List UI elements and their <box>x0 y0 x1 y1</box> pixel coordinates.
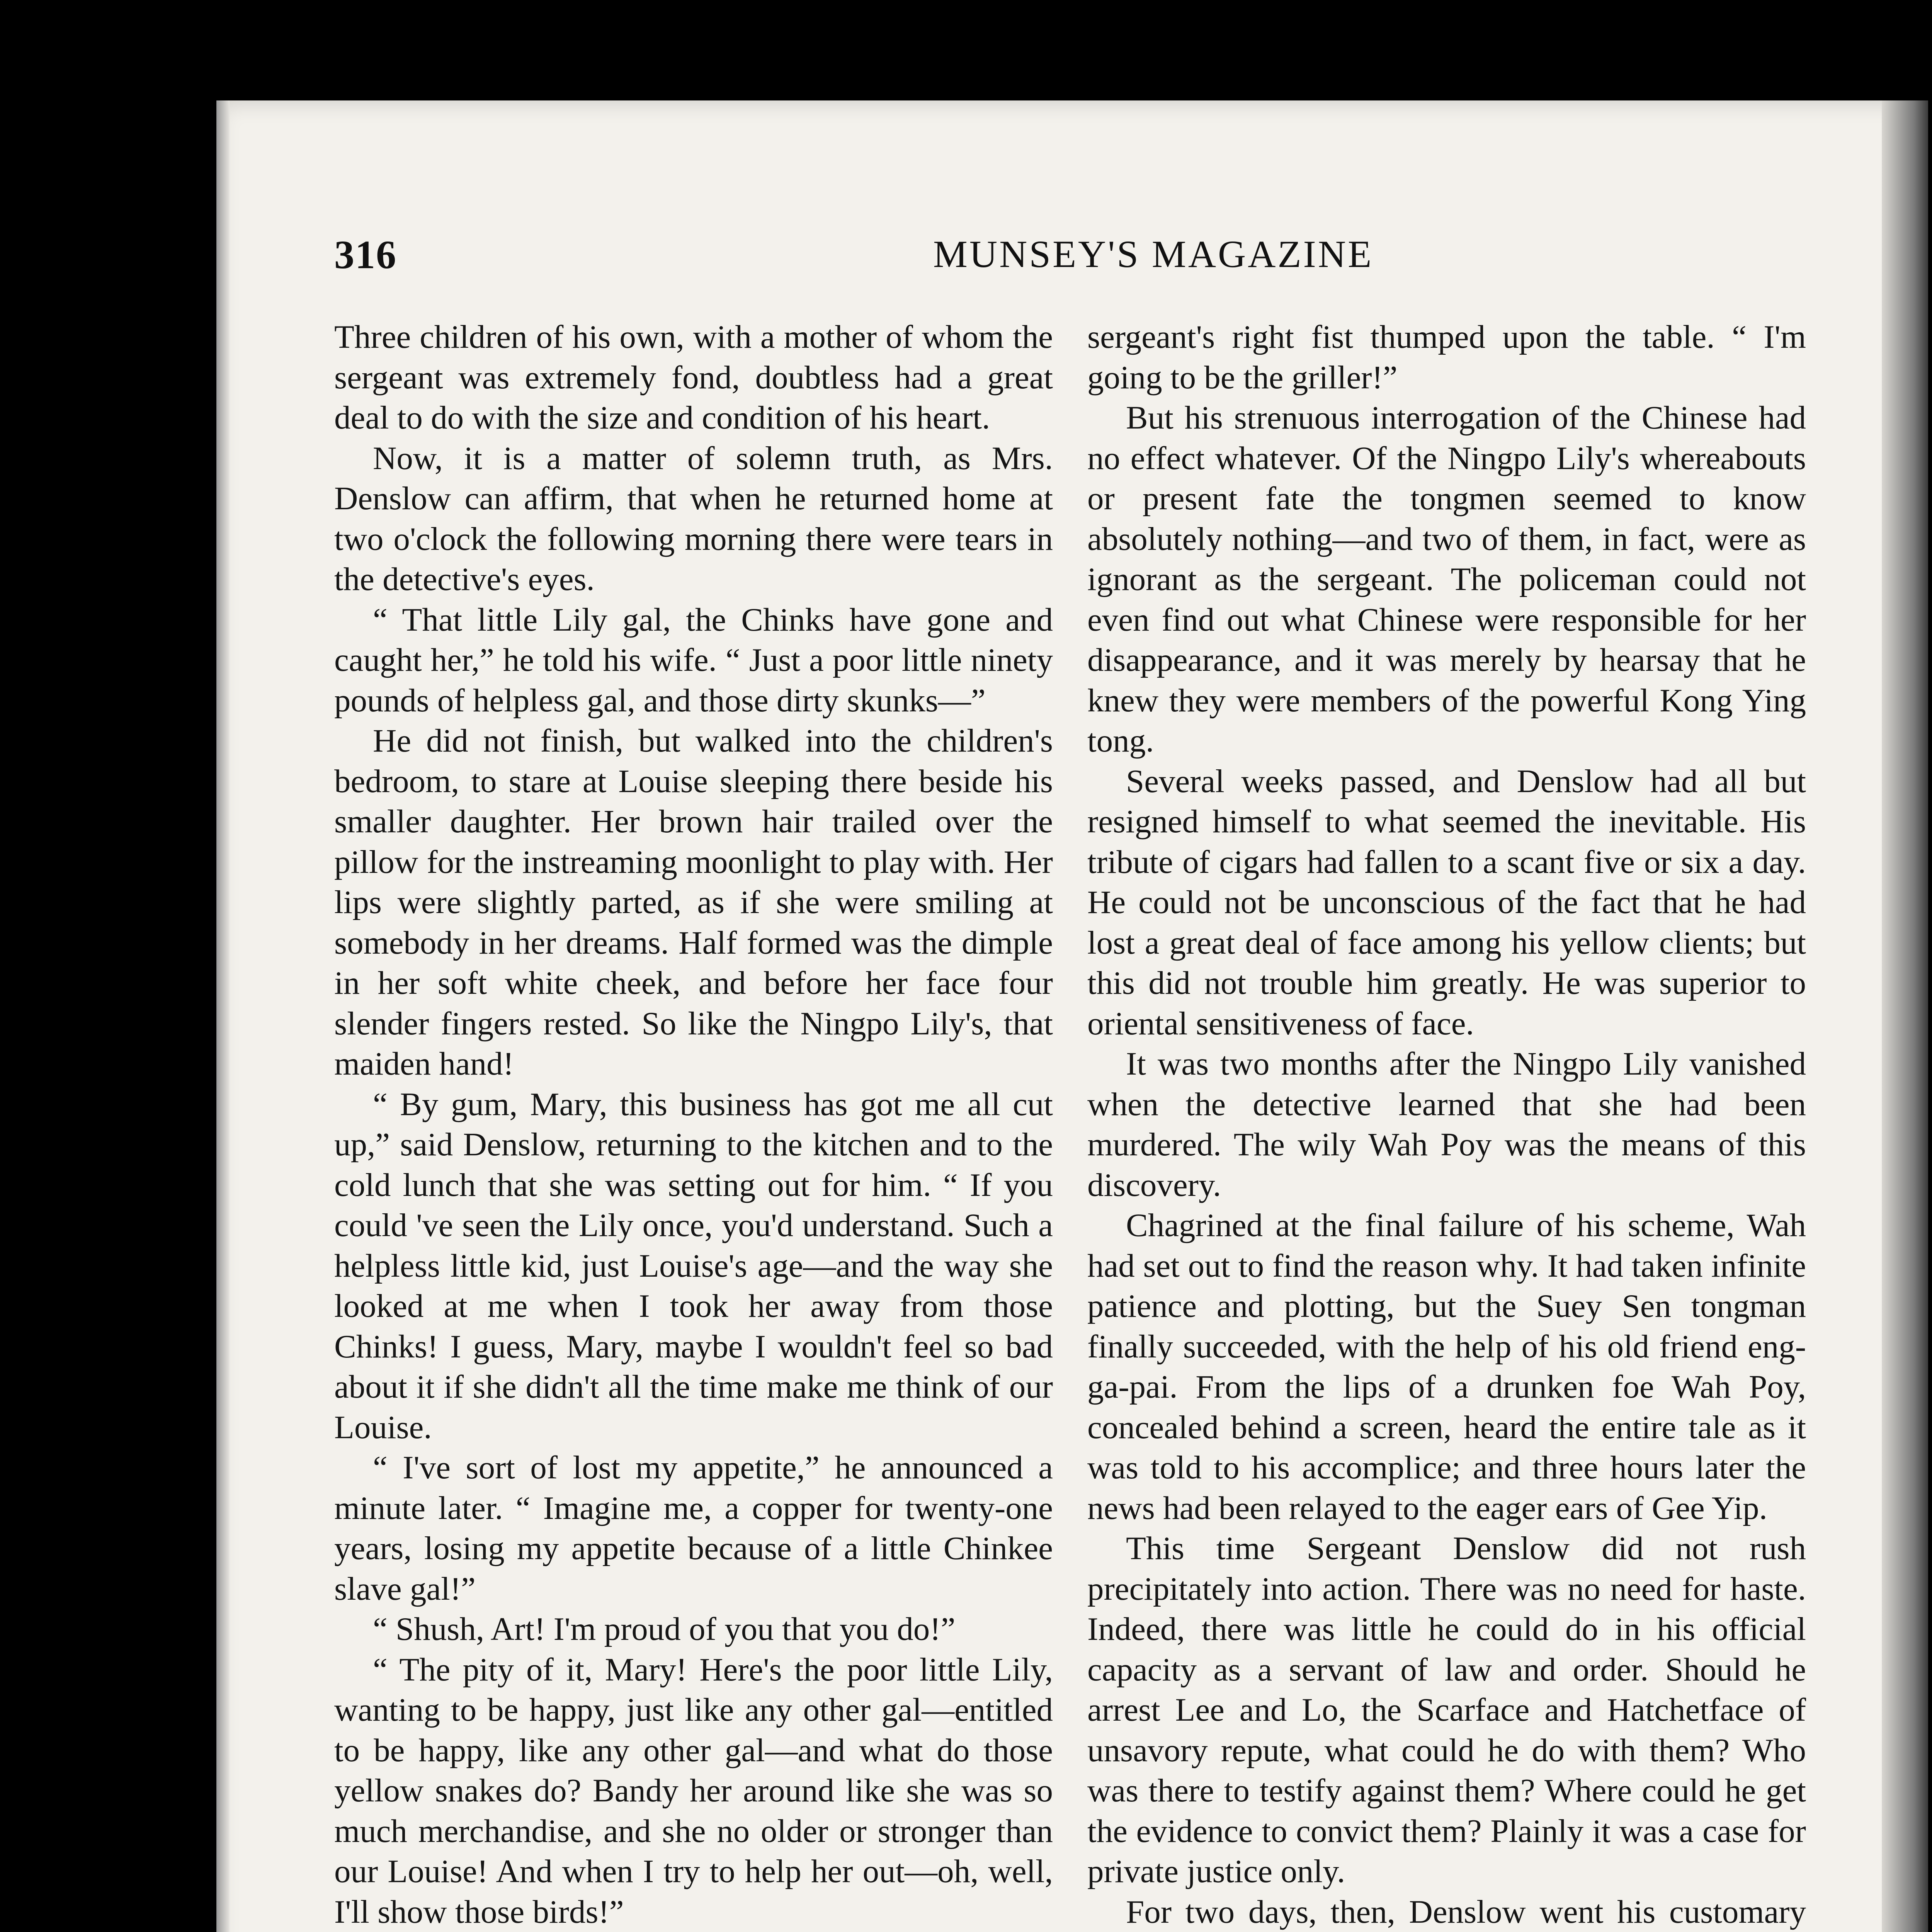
paragraph: He did not finish, but walked into the children's bedroom, to stare at Louise sleeping there beside his smaller daughter. Her brown hair trailed over the pillow for the instreaming moonlight to play with. Her lips were slightly parted, as if she were smiling at somebody in her dreams. Half formed was the dimple in her soft white cheek, and before her face four slender fingers rested. So like the Ningpo Lily's, that maiden hand! <box>334 723 1053 1082</box>
paragraph: “ I've sort of lost my appetite,” he announced a minute later. “ Imagine me, a copper for twenty-one years, losing my appetite because of a little Chinkee slave gal!” <box>334 1449 1053 1607</box>
paragraph: “ That little Lily gal, the Chinks have gone and caught her,” he told his wife. “ Just a poor little ninety pounds of helpless gal, and those dirty skunks—” <box>334 601 1053 719</box>
paragraph: Several weeks passed, and Denslow had all but resigned himself to what seemed the inevitable. His tribute of cigars had fallen to a scant five or six a day. He could not be unconscious of the fact that he had lost a great deal of face among his yellow clients; but this did not trouble him greatly. He was superior to oriental sensitiveness of face. <box>1087 763 1806 1042</box>
book-spine-edge <box>1882 100 1928 1932</box>
page-number: 316 <box>334 233 397 277</box>
left-text-column <box>334 317 1053 1932</box>
paragraph: Chagrined at the final failure of his scheme, Wah had set out to find the reason why. It had taken infinite patience and plotting, but the Suey Sen tongman finally succeeded, with the help of his old friend eng-ga-pai. From the lips of a drunken foe Wah Poy, concealed behind a screen, heard the entire tale as it was told to his accomplice; and three hours later the news had been relayed to the eager ears of Gee Yip. <box>1087 1207 1806 1526</box>
paragraph: Three children of his own, with a mother of whom the sergeant was extremely fond, doubtless had a great deal to do with the size and condition of his heart. <box>334 319 1053 436</box>
paragraph: Now, it is a matter of solemn truth, as Mrs. Denslow can affirm, that when he returned home at two o'clock the following morning there were tears in the detective's eyes. <box>334 440 1053 597</box>
running-head <box>334 232 1781 294</box>
paragraph: sergeant's right fist thumped upon the table. “ I'm going to be the griller!” <box>1087 319 1806 396</box>
magazine-title: MUNSEY'S MAGAZINE <box>933 233 1374 276</box>
paragraph: But his strenuous interrogation of the Chinese had no effect whatever. Of the Ningpo Lily's whereabouts or present fate the tongmen seemed to know absolutely nothing—and two of them, in fact, were as ignorant as the sergeant. The policeman could not even find out what Chinese were responsible for her disappearance, and it was merely by hearsay that he knew they were members of the powerful Kong Ying tong. <box>1087 400 1806 759</box>
paragraph: “ The pity of it, Mary! Here's the poor little Lily, wanting to be happy, just like any other gal—entitled to be happy, like any other gal—and what do those yellow snakes do? Bandy her around like she was so much merchandise, and she no older or stronger than our Louise! And when I try to help her out—oh, well, I'll show those birds!” <box>334 1651 1053 1930</box>
paragraph: It was two months after the Ningpo Lily vanished when the detective learned that she had been murdered. The wily Wah Poy was the means of this discovery. <box>1087 1046 1806 1203</box>
right-text-column <box>1087 317 1806 1932</box>
paragraph: For two days, then, Denslow went his customary <box>1126 1893 1806 1930</box>
paragraph: This time Sergeant Denslow did not rush precipitately into action. There was no need for haste. Indeed, there was little he could do in his official capacity as a servant of law and order. Should he arrest Lee and Lo, the Scarface and Hatchetface of unsavory repute, what could he do with them? Who was there to testify against them? Where could he get the evidence to convict them? Plainly it was a case for private justice only. <box>1087 1530 1806 1889</box>
paragraph: “ Shush, Art! I'm proud of you that you do!” <box>373 1611 956 1647</box>
paragraph: “ By gum, Mary, this business has got me all cut up,” said Denslow, returning to the kitchen and to the cold lunch that she was setting out for him. “ If you could 've seen the Lily once, you'd understand. Such a helpless little kid, just Louise's age—and the way she looked at me when I took her away from those Chinks! I guess, Mary, maybe I wouldn't feel so bad about it if she didn't all the time make me think of our Louise. <box>334 1086 1053 1446</box>
magazine-page <box>216 100 1928 1932</box>
